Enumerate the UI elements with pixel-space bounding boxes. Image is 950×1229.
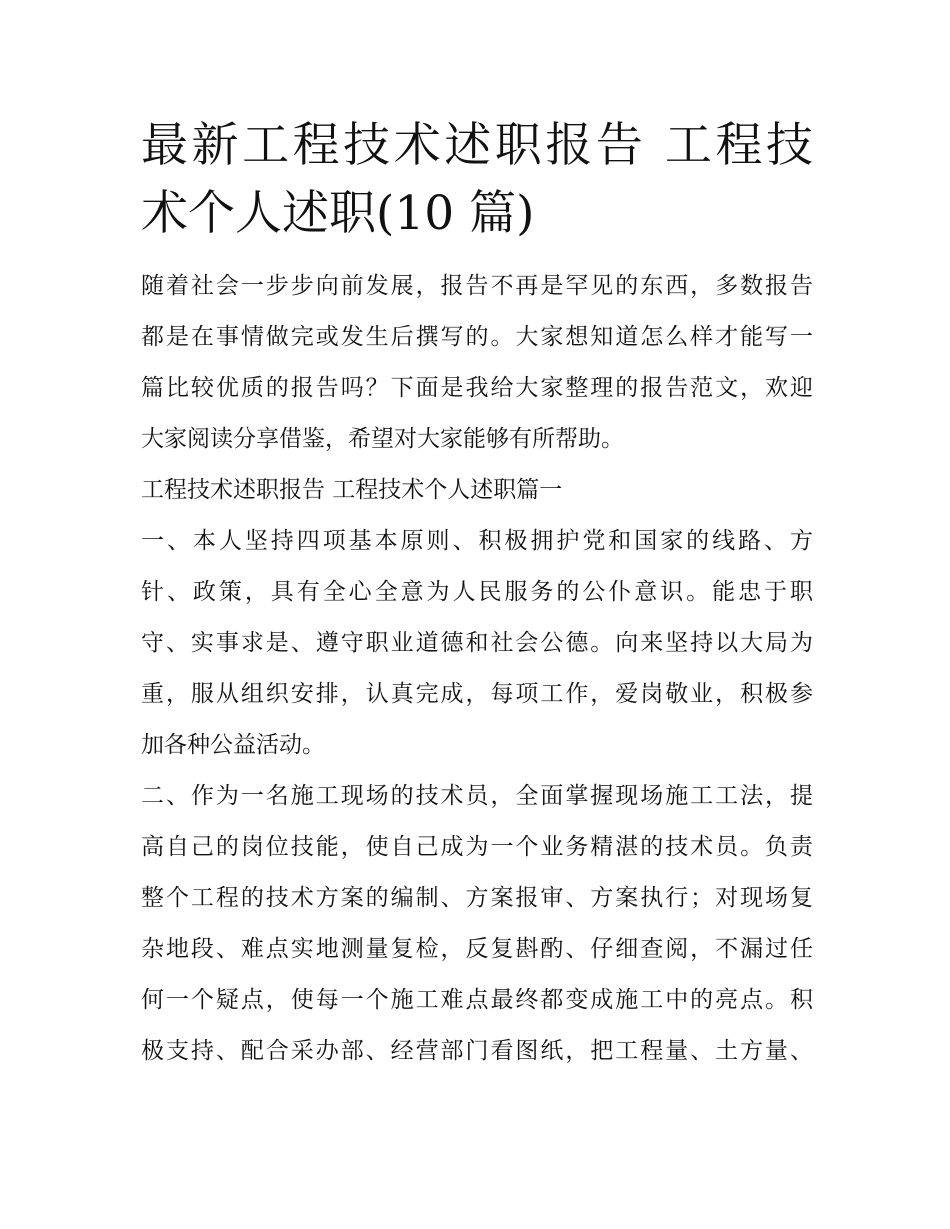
section2-line-3: 整个工程的技术方案的编制、方案报审、方案执行；对现场复 [141, 885, 813, 911]
section1-line-2: 针、政策，具有全心全意为人民服务的公仆意识。能忠于职 [141, 579, 813, 605]
section2-line-4: 杂地段、难点实地测量复检，反复斟酌、仔细查阅，不漏过任 [141, 936, 813, 962]
document-title [141, 112, 813, 248]
intro-paragraph [141, 261, 813, 465]
section-heading: 工程技术述职报告 工程技术个人述职篇一 [141, 477, 563, 503]
section1-line-1: 一、本人坚持四项基本原则、积极拥护党和国家的线路、方 [141, 528, 813, 554]
intro-line-3: 篇比较优质的报告吗？下面是我给大家整理的报告范文，欢迎 [141, 375, 813, 401]
section2-line-2: 高自己的岗位技能，使自己成为一个业务精湛的技术员。负责 [141, 834, 813, 860]
title-line-1: 最新工程技术述职报告 工程技 [141, 118, 813, 173]
title-line-2: 术个人述职(10 篇) [141, 186, 535, 241]
section2-line-1: 二、作为一名施工现场的技术员，全面掌握现场施工工法，提 [141, 783, 813, 809]
section1-paragraph [141, 516, 813, 771]
section1-line-3: 守、实事求是、遵守职业道德和社会公德。向来坚持以大局为 [141, 630, 813, 656]
section1-line-5: 加各种公益活动。 [141, 732, 325, 758]
document-page [141, 112, 813, 1077]
section1-line-4: 重，服从组织安排，认真完成，每项工作，爱岗敬业，积极参 [141, 681, 813, 707]
intro-line-4: 大家阅读分享借鉴，希望对大家能够有所帮助。 [141, 426, 624, 452]
intro-line-2: 都是在事情做完或发生后撰写的。大家想知道怎么样才能写一 [141, 324, 813, 350]
section2-line-6: 极支持、配合采办部、经营部门看图纸，把工程量、土方量、 [141, 1038, 813, 1064]
section2-paragraph [141, 771, 813, 1077]
intro-line-1: 随着社会一步步向前发展，报告不再是罕见的东西，多数报告 [141, 273, 813, 299]
section2-line-5: 何一个疑点，使每一个施工难点最终都变成施工中的亮点。积 [141, 987, 813, 1013]
